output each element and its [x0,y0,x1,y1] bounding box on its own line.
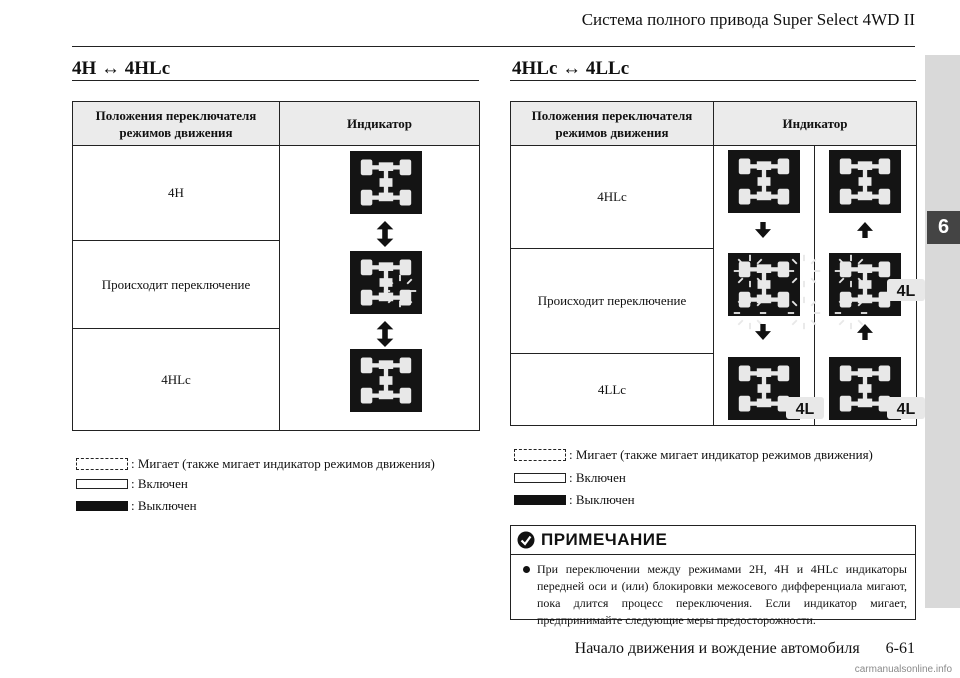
note-text: При переключении между режимами 2H, 4H и 4HLc индикаторы передней оси и (или) блокировки межосевого дифференциала мигают, пока длится процесс переключения. Если индикатор мигает, предпринимайте следующие меры предосторожности. [537,562,907,627]
legend-blinking [514,447,873,463]
drive-indicator-4h-icon [350,151,422,214]
watermark: carmanualsonline.info [854,664,952,675]
right-indicator-table [510,101,917,426]
header-rule [72,46,915,47]
indicator-cell-low-to-high [815,146,917,426]
legend-on-swatch [76,479,128,489]
legend-on-text: : Включен [569,470,626,485]
chapter-number: 6 [927,211,960,244]
legend-off-text: : Выключен [131,498,197,513]
page-footer [575,640,915,658]
up-arrow-icon [857,324,873,340]
footer-chapter-label: Начало движения и вождение автомобиля [574,640,860,657]
header-title: Система полного привода Super Select 4WD II [581,10,915,29]
position-cell-switching: Происходит переключение [511,249,714,354]
legend-blinking-swatch [514,449,566,461]
legend-blinking-text: : Мигает (также мигает индикатор режимов движения) [569,447,873,462]
drive-indicator-4llc-icon [829,357,916,420]
drive-indicator-switching-icon [728,253,800,316]
legend-off-swatch [76,501,128,511]
legend-blinking-text: : Мигает (также мигает индикатор режимов движения) [131,456,435,471]
legend-blinking [76,456,435,472]
chapter-side-tab [925,55,960,608]
note-box [510,525,916,627]
left-section-rule [72,80,479,81]
position-cell-4llc: 4LLc [511,354,714,426]
column-header-indicator: Индикатор [714,102,917,146]
right-section-rule [510,80,916,81]
down-arrow-icon [755,324,771,340]
double-arrow-icon [375,221,395,247]
badge-4l-text: 4L [896,283,916,300]
legend-on-swatch [514,473,566,483]
note-header [511,526,915,555]
legend-off [76,498,197,514]
legend-blinking-swatch [76,458,128,470]
drive-indicator-4hlc-icon [350,349,422,412]
legend-on [514,470,626,486]
position-cell-4hlc: 4HLc [73,329,280,431]
drive-indicator-4hlc-icon [728,150,800,213]
position-cell-4h: 4H [73,146,280,241]
drive-indicator-switching-icon [829,253,916,316]
drive-indicator-4llc-icon [728,357,815,420]
page-number: 6-61 [885,640,915,657]
legend-off-swatch [514,495,566,505]
legend-off-text: : Выключен [569,492,635,507]
indicator-cell-high-to-low [714,146,815,426]
badge-4l-text: 4L [896,401,916,418]
drive-indicator-4hlc-icon [829,150,901,213]
left-section-title: 4H ↔ 4HLc [72,58,171,79]
legend-on-text: : Включен [131,476,188,491]
position-cell-4hlc: 4HLc [511,146,714,249]
column-header-position: Положения переключателя режимов движения [73,102,280,146]
drive-indicator-switching-icon [350,251,422,314]
position-cell-switching: Происходит переключение [73,241,280,329]
column-header-position: Положения переключателя режимов движения [511,102,714,146]
right-section-title: 4HLc ↔ 4LLc [512,58,630,79]
down-arrow-icon [755,222,771,238]
left-indicator-table [72,101,480,431]
column-header-indicator: Индикатор [280,102,480,146]
note-heading: ПРИМЕЧАНИЕ [541,530,668,549]
check-circle-icon [517,531,535,549]
double-arrow-icon [375,321,395,347]
note-body [511,555,915,629]
indicator-cell [280,146,480,431]
legend-on [76,476,188,492]
up-arrow-icon [857,222,873,238]
legend-off [514,492,635,508]
bullet-icon [523,566,530,573]
badge-4l-text: 4L [795,401,815,418]
